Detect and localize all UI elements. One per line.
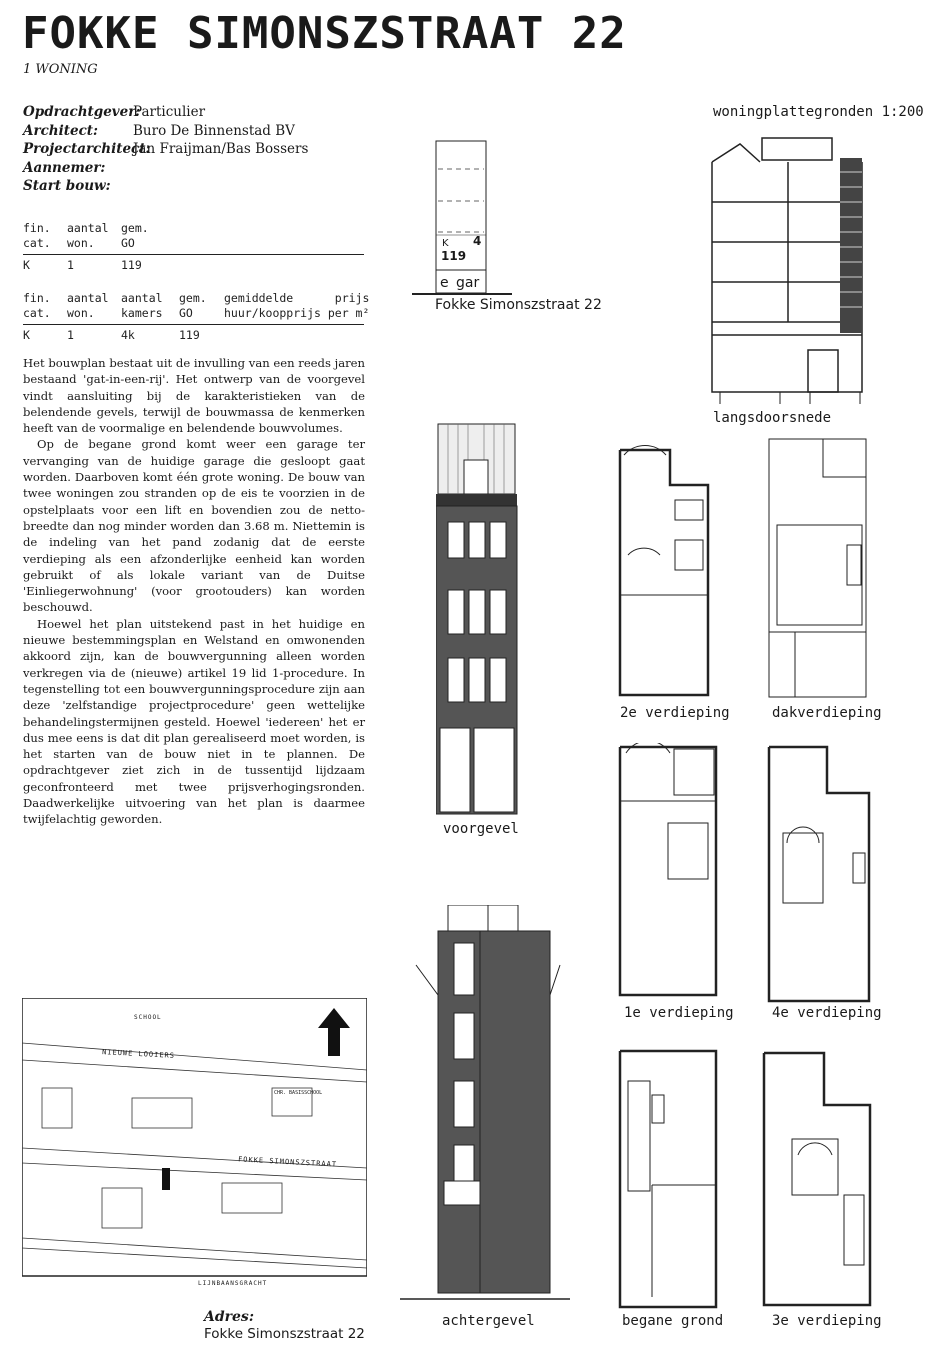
map-label: CHR. BASISSCHOOL [274,1090,323,1096]
credits [23,103,308,196]
section-caption: langsdoorsnede [713,410,832,426]
page-title: FOKKE SIMONSZSTRAAT 22 [22,8,627,59]
map-label: LIJNBAANSGRACHT [198,1280,268,1287]
table-cell: 1 [67,258,74,272]
table-header: gem. GO [121,221,149,250]
site-map [22,998,367,1288]
credit-label: Opdrachtgever: [23,104,141,120]
floor-plan-3 [758,1045,878,1310]
credit-value: Particulier [133,104,206,120]
table-cell: 119 [179,328,200,342]
credit-label: Aannemer: [23,159,106,176]
paragraph: Op de begane grond komt weer een garage ter vervanging van de huidige garage die gesloopt gaat worden. Daarboven komt één grote woning. De bouw van twee woningen zou stranden op de eis te voorzien in de opstelplaats voor een lift en bovendien zou de netto-breedte dan nog minder worden dan 3.68 m. Niettemin is de indeling van het pand zodanig dat de eerste verdieping als een afzonderlijke eenheid kan worden gebruikt of als lokale variant van de Duitse 'Einliegerwohnung' (voor grootouders) kan worden beschouwd. [23,437,365,615]
longitudinal-section [700,132,890,407]
table-header: aantal won. [67,221,109,250]
attic-caption: dakverdieping [772,705,882,721]
map-label: SCHOOL [134,1014,162,1021]
ground-floor-plan [612,1045,722,1310]
front-facade [436,422,518,817]
credit-label: Start bouw: [23,178,111,194]
floor1-caption: 1e verdieping [624,1005,734,1021]
address-label: Adres: [204,1309,254,1325]
table-cell: K [23,328,30,342]
floor4-caption: 4e verdieping [772,1005,882,1021]
paragraph: Hoewel het plan uitstekend past in het huidige en nieuwe bestemmingsplan en Welstand en omwonenden akkoord zijn, kan de bouwvergunning alleen worden verkregen via de (nieuwe) artikel 19 lid 1-procedure. In tegenstelling tot een bouwvergunningsprocedure zijn aan deze 'zelfstandige projectprocedure' geen wettelijke behandelingstermijnen gesteld. Hoewel 'iedereen' het er dus mee eens is dat dit plan gerealiseerd moet worden, is het starten van de bouw niet in te plannen. De opdrachtgever ziet zich in de tussentijd lijdzaam geconfronteerd met twee prijsverhogingsronden. Daadwerkelijke uitvoering van het plan is daarmee twijfelachtig geworden. [23,616,365,827]
table-header: gemiddelde prijs huur/koopprijs per m² [224,291,370,320]
map-label: FOKKE SIMONSZSTRAAT [237,1155,338,1169]
credit-value: Jan Fraijman/Bas Bossers [133,141,309,157]
diagram-caption: Fokke Simonszstraat 22 [435,297,602,313]
diagram-ground-gar: gar [456,275,480,291]
table-header: fin. cat. [23,221,51,250]
table-cell: 119 [121,258,142,272]
floor-plan-4 [765,743,880,1005]
body-text [23,355,365,828]
diagram-k-label: K [442,238,449,249]
floor-plan-2 [610,445,720,700]
page-subtitle: 1 WONING [23,62,98,77]
diagram-go: 119 [441,249,467,263]
credit-label: Projectarchitect: [23,141,151,157]
floor3-caption: 3e verdieping [772,1313,882,1329]
credit-row [23,140,308,159]
credit-value: Buro De Binnenstad BV [133,122,295,139]
table-header: gem. GO [179,291,207,320]
scale-caption: woningplattegronden 1:200 [713,104,924,120]
diagram-floors: 4 [473,234,482,248]
credit-row [23,159,308,178]
credit-row [23,177,308,196]
table-rule [23,324,364,325]
front-caption: voorgevel [443,821,519,837]
table-cell: K [23,258,30,272]
rear-facade [400,905,570,1305]
credit-label: Architect: [23,122,99,139]
floor2-caption: 2e verdieping [620,705,730,721]
map-label: NIEUWE LOOIERS [101,1048,176,1060]
table-cell: 1 [67,328,74,342]
address-value: Fokke Simonszstraat 22 [204,1326,365,1342]
ground-caption: begane grond [622,1313,724,1329]
housing-diagram [412,138,612,318]
table-rule [23,254,364,255]
table-header: fin. cat. [23,291,51,320]
paragraph: Het bouwplan bestaat uit de invulling van een reeds jaren bestaand 'gat-in-een-rij'. Het ontwerp van de voorgevel vindt aansluiting bij de karakteristieken van de belendende gevels, terwijl de bouwmassa de kenmerken heeft van de voormalige en belendende bouwvolumes. [23,356,365,436]
table-header: aantal kamers [121,291,163,320]
diagram-ground-e: e [440,275,449,291]
credit-row [23,103,308,122]
floor-plan-1 [612,743,720,998]
table-cell: 4k [121,328,135,342]
credit-row [23,122,308,141]
table-header: aantal won. [67,291,109,320]
attic-plan [765,437,880,700]
rear-caption: achtergevel [442,1313,535,1329]
